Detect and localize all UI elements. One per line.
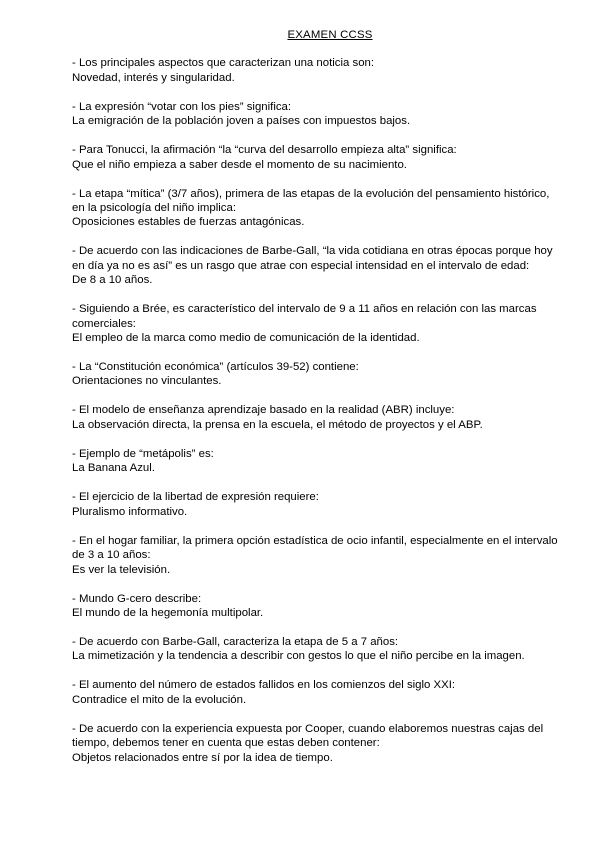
answer-text: Pluralismo informativo.: [72, 505, 188, 518]
question-text: - La etapa “mítica” (3/7 años), primera de las etapas de la evolución del pensamiento histórico, en la psicología del niño implica:: [72, 187, 550, 215]
question-item: [72, 56, 560, 85]
question-text: - El aumento del número de estados fallidos en los comienzos del siglo XXI:: [72, 679, 456, 692]
answer-text: Oposiciones estables de fuerzas antagónicas.: [72, 216, 305, 229]
question-item: [72, 403, 560, 432]
answer-text: Es ver la televisión.: [72, 563, 171, 576]
question-item: [72, 722, 560, 765]
question-item: [72, 360, 560, 389]
question-text: - Ejemplo de “metápolis” es:: [72, 447, 214, 460]
question-item: [72, 187, 560, 230]
question-text: - En el hogar familiar, la primera opción estadística de ocio infantil, especialmente en el intervalo de 3 a 10 años:: [72, 534, 558, 562]
question-item: [72, 635, 560, 664]
question-item: [72, 490, 560, 519]
question-text: - De acuerdo con las indicaciones de Barbe-Gall, “la vida cotidiana en otras épocas porque hoy en día ya no es así” es un rasgo que atrae con especial intensidad en el intervalo de edad:: [72, 245, 553, 272]
question-text: - Mundo G-cero describe:: [72, 592, 202, 605]
answer-text: La observación directa, la prensa en la escuela, el método de proyectos y el ABP.: [72, 418, 483, 431]
question-text: - De acuerdo con la experiencia expuesta por Cooper, cuando elaboremos nuestras cajas del tiempo, debemos tener en cuenta que estas deben contener:: [72, 722, 544, 750]
question-text: - De acuerdo con Barbe-Gall, caracteriza la etapa de 5 a 7 años:: [72, 635, 399, 648]
answer-text: Que el niño empieza a saber desde el momento de su nacimiento.: [72, 158, 407, 171]
answer-text: La Banana Azul.: [72, 462, 155, 475]
question-item: [72, 447, 560, 476]
question-text: - La “Constitución económica” (artículos 39-52) contiene:: [72, 361, 359, 374]
answer-text: Objetos relacionados entre sí por la idea de tiempo.: [72, 751, 333, 764]
answer-text: De 8 a 10 años.: [72, 274, 153, 287]
question-list: [72, 56, 560, 765]
question-item: [72, 302, 560, 345]
question-text: - El ejercicio de la libertad de expresión requiere:: [72, 491, 319, 504]
question-item: [72, 100, 560, 129]
answer-text: El mundo de la hegemonía multipolar.: [72, 606, 264, 619]
question-text: - La expresión “votar con los pies” significa:: [72, 100, 292, 113]
answer-text: Orientaciones no vinculantes.: [72, 375, 222, 388]
answer-text: El empleo de la marca como medio de comunicación de la identidad.: [72, 332, 420, 345]
question-text: - Los principales aspectos que caracterizan una noticia son:: [72, 57, 375, 70]
question-text: - El modelo de enseñanza aprendizaje basado en la realidad (ABR) incluye:: [72, 404, 455, 417]
question-item: [72, 244, 560, 287]
answer-text: La mimetización y la tendencia a describir con gestos lo que el niño percibe en la imagen.: [72, 650, 525, 663]
question-item: [72, 534, 560, 577]
question-text: - Siguiendo a Brée, es característico del intervalo de 9 a 11 años en relación con las marcas comerciales:: [72, 303, 537, 330]
question-text: - Para Tonucci, la afirmación “la “curva del desarrollo empieza alta” significa:: [72, 144, 457, 157]
question-item: [72, 592, 560, 621]
answer-text: Novedad, interés y singularidad.: [72, 71, 235, 84]
answer-text: La emigración de la población joven a países con impuestos bajos.: [72, 115, 411, 128]
document-title: EXAMEN CCSS: [287, 29, 373, 41]
question-item: [72, 143, 560, 172]
answer-text: Contradice el mito de la evolución.: [72, 693, 247, 706]
question-item: [72, 678, 560, 707]
